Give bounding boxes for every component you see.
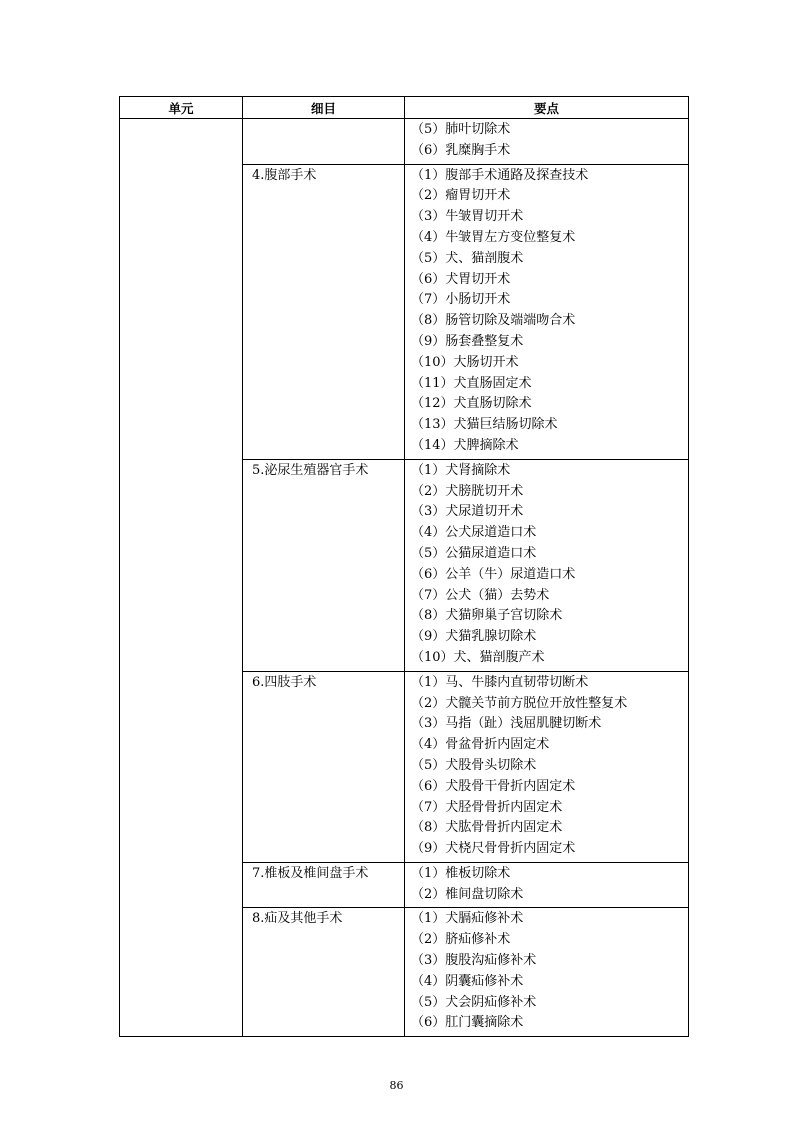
point-item: （9）犬桡尺骨骨折内固定术 <box>411 841 576 857</box>
item-label: 4.腹部手术 <box>252 167 317 183</box>
unit-cell <box>120 119 243 1037</box>
point-item: （8）犬肱骨骨折内固定术 <box>411 820 563 836</box>
point-item: （3）马指（趾）浅屈肌腱切断术 <box>411 716 602 732</box>
item-label: 6.四肢手术 <box>252 674 317 690</box>
unit-label <box>120 119 242 120</box>
point-item: （4）牛皱胃左方变位整复术 <box>411 229 576 245</box>
point-item: （4）骨盆骨折内固定术 <box>411 737 550 753</box>
point-item: （2）犬髋关节前方脱位开放性整复术 <box>411 695 628 711</box>
points-cell <box>405 908 689 1037</box>
points-cell <box>405 459 689 671</box>
item-label: 5.泌尿生殖器官手术 <box>252 462 369 478</box>
point-item: （6）公羊（牛）尿道造口术 <box>411 566 576 582</box>
points-cell <box>405 671 689 862</box>
item-cell <box>243 459 405 671</box>
point-item: （7）公犬（猫）去势术 <box>411 587 550 603</box>
point-item: （1）马、牛膝内直韧带切断术 <box>411 674 589 690</box>
point-item: （6）犬股骨干骨折内固定术 <box>411 778 576 794</box>
point-item: （1）腹部手术通路及探查技术 <box>411 167 589 183</box>
points-list <box>405 119 688 164</box>
table-row <box>120 119 689 165</box>
point-item: （8）犬猫卵巢子宫切除术 <box>411 608 563 624</box>
point-item: （6）犬胃切开术 <box>411 271 511 287</box>
points-list <box>405 672 688 862</box>
point-item: （4）阴囊疝修补术 <box>411 973 524 989</box>
table-header-row <box>120 97 689 119</box>
point-item: （11）犬直肠固定术 <box>411 375 532 391</box>
point-item: （14）犬脾摘除术 <box>411 437 519 453</box>
point-item: （2）椎间盘切除术 <box>411 886 524 902</box>
item-label: 7.椎板及椎间盘手术 <box>252 865 369 881</box>
point-item: （10）大肠切开术 <box>411 354 519 370</box>
point-item: （5）犬会阴疝修补术 <box>411 994 537 1010</box>
header-points: 要点 <box>405 97 689 119</box>
point-item: （8）肠管切除及端端吻合术 <box>411 313 576 329</box>
points-cell <box>405 119 689 165</box>
item-cell <box>243 164 405 459</box>
point-item: （3）腹股沟疝修补术 <box>411 953 537 969</box>
point-item: （6）乳糜胸手术 <box>411 142 511 158</box>
point-item: （7）小肠切开术 <box>411 292 511 308</box>
item-cell <box>243 119 405 165</box>
point-item: （12）犬直肠切除术 <box>411 396 532 412</box>
point-item: （1）椎板切除术 <box>411 865 511 881</box>
item-cell <box>243 908 405 1037</box>
point-item: （5）犬股骨头切除术 <box>411 757 537 773</box>
item-label <box>243 119 404 120</box>
point-item: （1）犬肾摘除术 <box>411 462 511 478</box>
point-item: （3）犬尿道切开术 <box>411 504 524 520</box>
points-list <box>405 460 688 671</box>
point-item: （2）瘤胃切开术 <box>411 188 511 204</box>
point-item: （1）犬膈疝修补术 <box>411 911 524 927</box>
item-cell <box>243 671 405 862</box>
point-item: （7）犬胫骨骨折内固定术 <box>411 799 563 815</box>
point-item: （5）犬、猫剖腹术 <box>411 250 524 266</box>
point-item: （6）肛门囊摘除术 <box>411 1015 524 1031</box>
point-item: （5）公猫尿道造口术 <box>411 545 537 561</box>
point-item: （10）犬、猫剖腹产术 <box>411 649 545 665</box>
points-list <box>405 863 688 908</box>
point-item: （13）犬猫巨结肠切除术 <box>411 417 558 433</box>
header-unit: 单元 <box>120 97 243 119</box>
item-cell <box>243 862 405 908</box>
point-item: （2）犬膀胱切开术 <box>411 483 524 499</box>
header-item: 细目 <box>243 97 405 119</box>
points-cell <box>405 862 689 908</box>
point-item: （9）肠套叠整复术 <box>411 333 524 349</box>
point-item: （4）公犬尿道造口术 <box>411 525 537 541</box>
syllabus-table <box>119 96 689 1037</box>
points-list <box>405 165 688 459</box>
item-label: 8.疝及其他手术 <box>252 911 343 927</box>
point-item: （9）犬猫乳腺切除术 <box>411 629 537 645</box>
point-item: （2）脐疝修补术 <box>411 932 511 948</box>
point-item: （5）肺叶切除术 <box>411 122 511 137</box>
points-cell <box>405 164 689 459</box>
page-number: 86 <box>389 1079 404 1092</box>
point-item: （3）牛皱胃切开术 <box>411 209 524 225</box>
points-list <box>405 908 688 1036</box>
